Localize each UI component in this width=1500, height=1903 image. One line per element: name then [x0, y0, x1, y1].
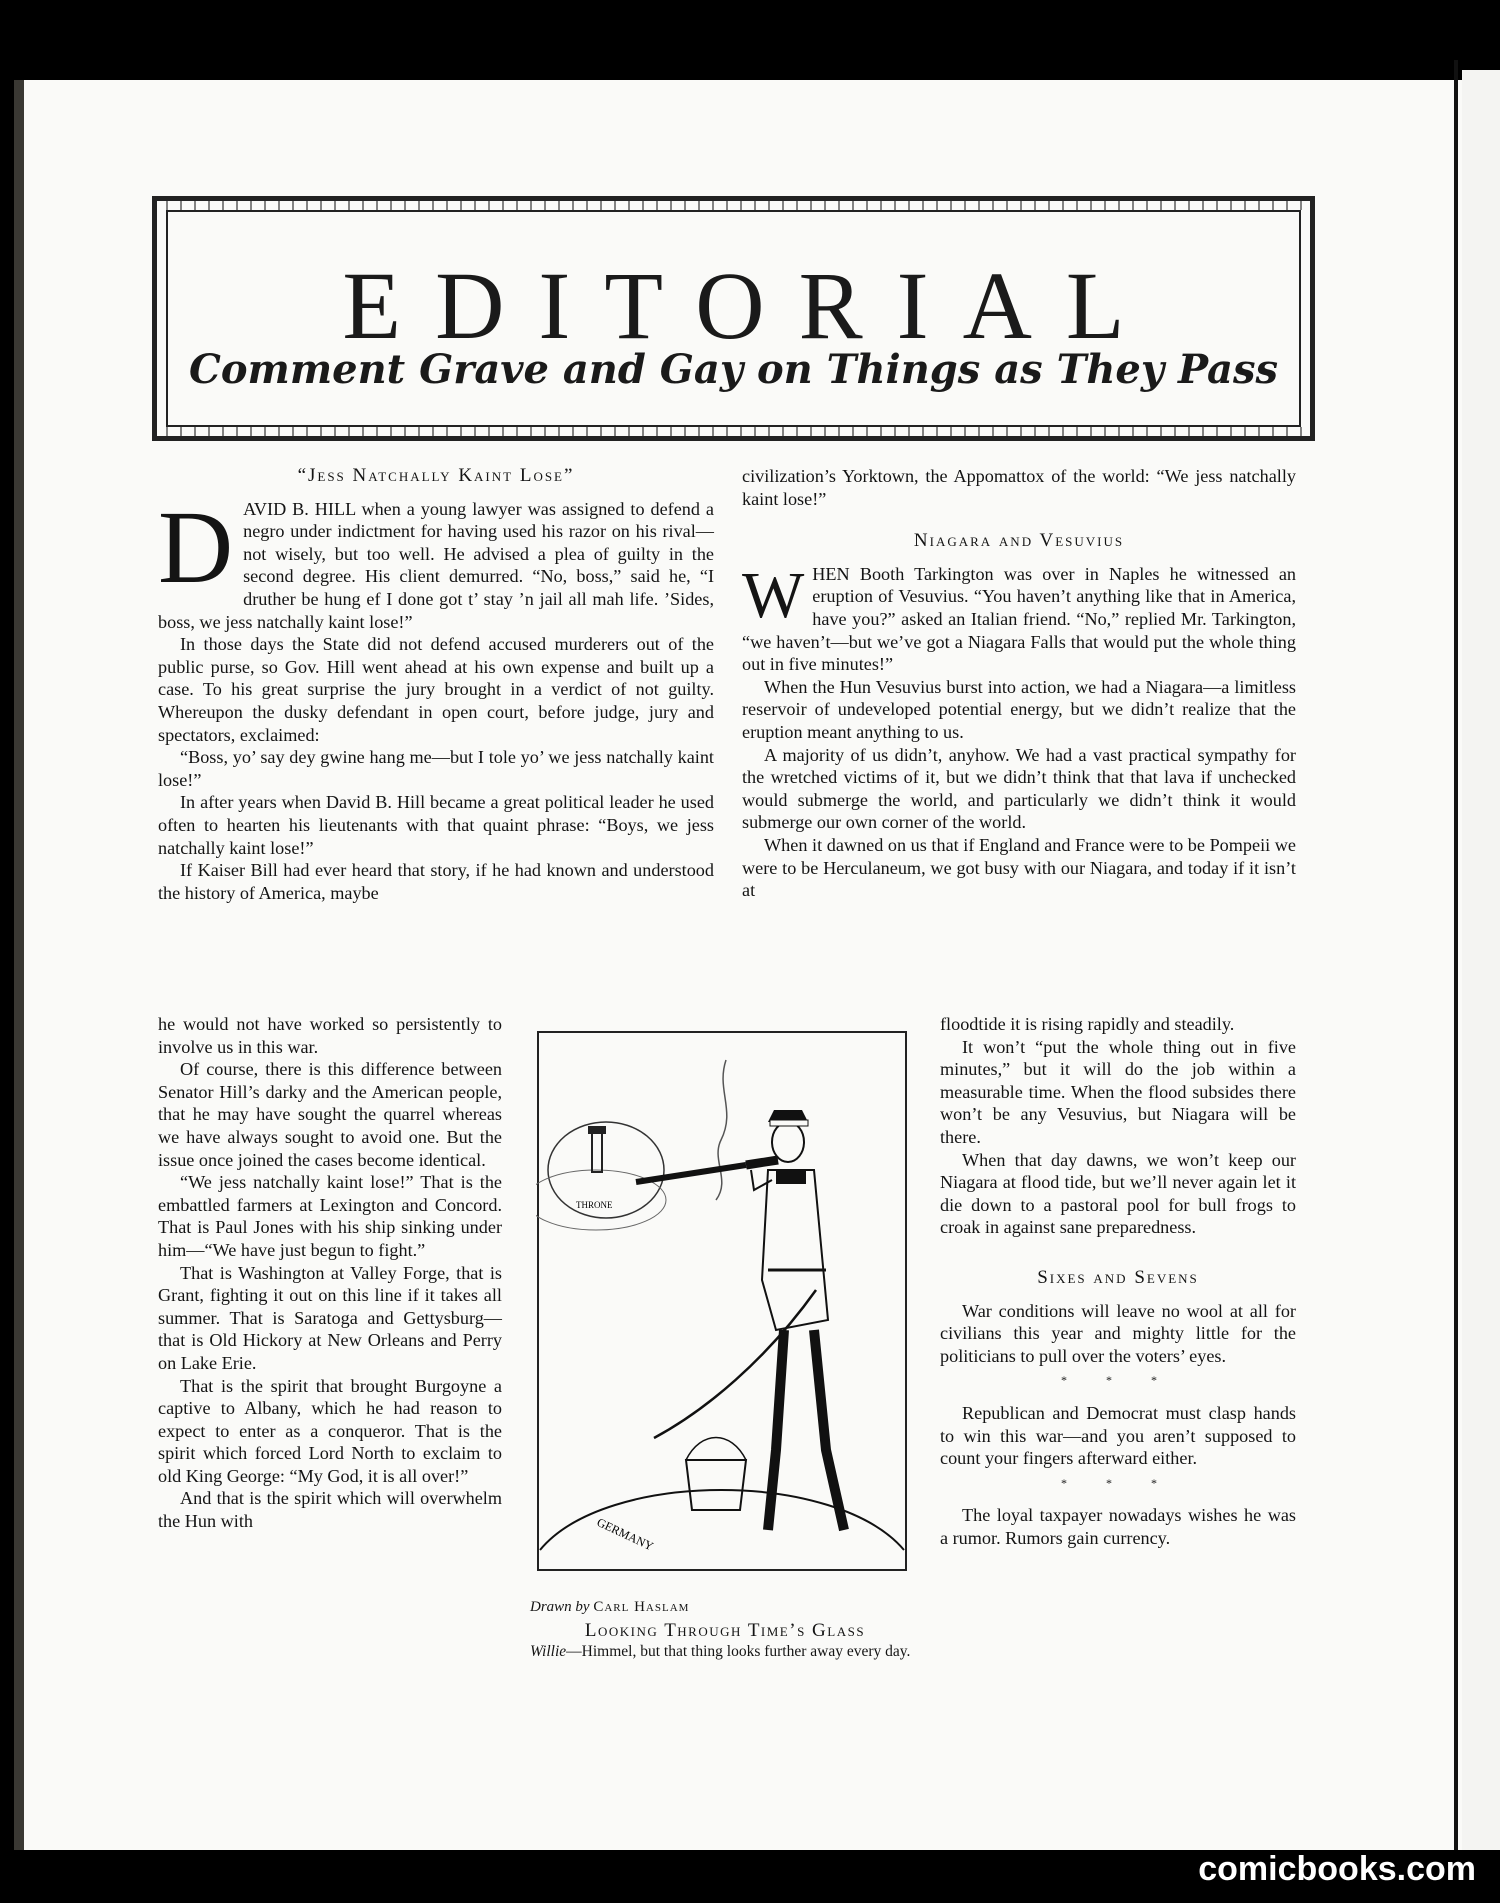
credit-prefix: Drawn by — [530, 1599, 590, 1615]
watermark: comicbooks.com — [1198, 1850, 1476, 1888]
next-page-edge — [1462, 70, 1500, 1850]
artist-name: Carl Haslam — [593, 1599, 690, 1615]
paragraph: When it dawned on us that if England and France were to be Pompeii we were to be Herculaneum, we got busy with our Niagara, and today if it isn’t at — [742, 834, 1296, 901]
paragraph: civilization’s Yorktown, the Appomattox of the world: “We jess natchally kaint lose!” — [742, 466, 1296, 509]
column-left-bottom — [158, 1013, 502, 1533]
paragraph: In those days the State did not defend accused murderers out of the public purse, so Gov. Hill went ahead at his own expense and built up a case. To his great surprise the jury brought in a verdict of not guilty. Whereupon the dusky defendant in open court, before judge, jury and spectators, exclaimed: — [158, 634, 714, 745]
paragraph: And that is the spirit which will overwhelm the Hun with — [158, 1488, 502, 1532]
section-heading-niagara: Niagara and Vesuvius — [913, 530, 1125, 552]
banner-title: EDITORIAL — [342, 252, 1159, 359]
banner-ornament-bottom — [152, 427, 1315, 441]
column-right-top — [742, 465, 1296, 902]
dropcap-d: D — [158, 489, 234, 605]
banner-ornament-top — [152, 196, 1315, 210]
cartoon-speaker: Willie — [530, 1643, 567, 1660]
paragraph: he would not have worked so persistently to involve us in this war. — [158, 1014, 502, 1057]
paragraph: It won’t “put the whole thing out in five minutes,” but it will do the job within a measurable time. When the flood subsides there won’t be any Vesuvius, but Niagara will be there. — [940, 1036, 1296, 1147]
cloud-label: THRONE — [576, 1200, 613, 1210]
column-right-bottom — [940, 1013, 1296, 1549]
section-heading-sixes: Sixes and Sevens — [1037, 1266, 1199, 1288]
paragraph: The loyal taxpayer nowadays wishes he was a rumor. Rumors gain currency. — [940, 1505, 1296, 1548]
paragraph: AVID B. HILL when a young lawyer was assigned to defend a negro under indictment for having used his razor on his rival—not wisely, but too well. He advised a plea of guilty in the second degree. His client demurred. “No, boss,” said he, “I druther be hung ef I done got t’ stay ’n jail all mah life. ’Sides, boss, we jess natchally kaint lose!” — [158, 498, 714, 632]
globe-label: GERMANY — [594, 1515, 656, 1554]
paragraph: “Boss, yo’ say dey gwine hang me—but I tole yo’ we jess natchally kaint lose!” — [158, 747, 714, 790]
cartoon-quote: —Himmel, but that thing looks further away every day. — [566, 1643, 911, 1660]
banner-subtitle: Comment Grave and Gay on Things as They Pass — [188, 346, 1279, 393]
kaiser-telescope-drawing — [536, 1030, 908, 1572]
cartoon-credit — [530, 1598, 920, 1617]
cartoon-dialogue — [530, 1642, 920, 1661]
cartoon-title: Looking Through Time’s Glass — [584, 1620, 866, 1641]
paragraph: When the Hun Vesuvius burst into action, we had a Niagara—a limitless reservoir of undeveloped potential energy, but we didn’t realize that the eruption meant anything to us. — [742, 676, 1296, 742]
section-divider: * * * — [1061, 1475, 1175, 1490]
paragraph: That is the spirit that brought Burgoyne a captive to Albany, which he had reason to expect to enter as a conqueror. That is the spirit which forced Lord North to exclaim to old King George: “My God, it is all over!” — [158, 1375, 502, 1486]
paragraph: When that day dawns, we won’t keep our Niagara at flood tide, but we’ll never again let it die down to a pastoral pool for bull frogs to croak in against sane preparedness. — [940, 1149, 1296, 1238]
cartoon-caption — [530, 1598, 920, 1661]
section-heading-kaint-lose: “Jess Natchally Kaint Lose” — [297, 465, 575, 486]
paragraph: If Kaiser Bill had ever heard that story, if he had known and understood the history of America, maybe — [158, 860, 714, 903]
paragraph: Of course, there is this difference between Senator Hill’s darky and the American people, that he may have sought the quarrel whereas we have always sought to avoid one. But the issue once joined the cases become identical. — [158, 1059, 502, 1170]
paragraph: War conditions will leave no wool at all for civilians this year and mighty little for the politicians to pull over the voters’ eyes. — [940, 1300, 1296, 1366]
dropcap-w: W — [742, 558, 805, 632]
paragraph: A majority of us didn’t, anyhow. We had a vast practical sympathy for the wretched victims of it, but we didn’t think that that lava if unchecked would submerge the world, and particularly we didn’t think it would submerge our own corner of the world. — [742, 744, 1296, 833]
paragraph: In after years when David B. Hill became a great political leader he used often to hearten his lieutenants with that quaint phrase: “Boys, we jess natchally kaint lose!” — [158, 792, 714, 858]
paragraph: Republican and Democrat must clasp hands to win this war—and you aren’t supposed to count your fingers afterward either. — [940, 1402, 1296, 1469]
paragraph: “We jess natchally kaint lose!” That is the embattled farmers at Lexington and Concord. That is Paul Jones with his ship sinking under him—“We have just begun to fight.” — [158, 1172, 502, 1260]
paragraph: That is Washington at Valley Forge, that is Grant, fighting it out on this line if it takes all summer. That is Saratoga and Gettysburg—that is Old Hickory at New Orleans and Perry on Lake Erie. — [158, 1262, 502, 1373]
editorial-banner — [152, 196, 1315, 441]
section-divider: * * * — [1061, 1373, 1175, 1388]
paragraph: floodtide it is rising rapidly and steadily. — [940, 1014, 1235, 1034]
column-left-top — [158, 465, 714, 904]
cartoon-illustration — [536, 1030, 908, 1572]
page-edge — [1454, 60, 1458, 1850]
paragraph: HEN Booth Tarkington was over in Naples he witnessed an eruption of Vesuvius. “You haven’t anything like that in America, have you?” asked an Italian friend. “No,” replied Mr. Tarkington, “we haven’t—but we’ve got a Niagara Falls that would put the whole thing out in five minutes!” — [742, 563, 1296, 675]
